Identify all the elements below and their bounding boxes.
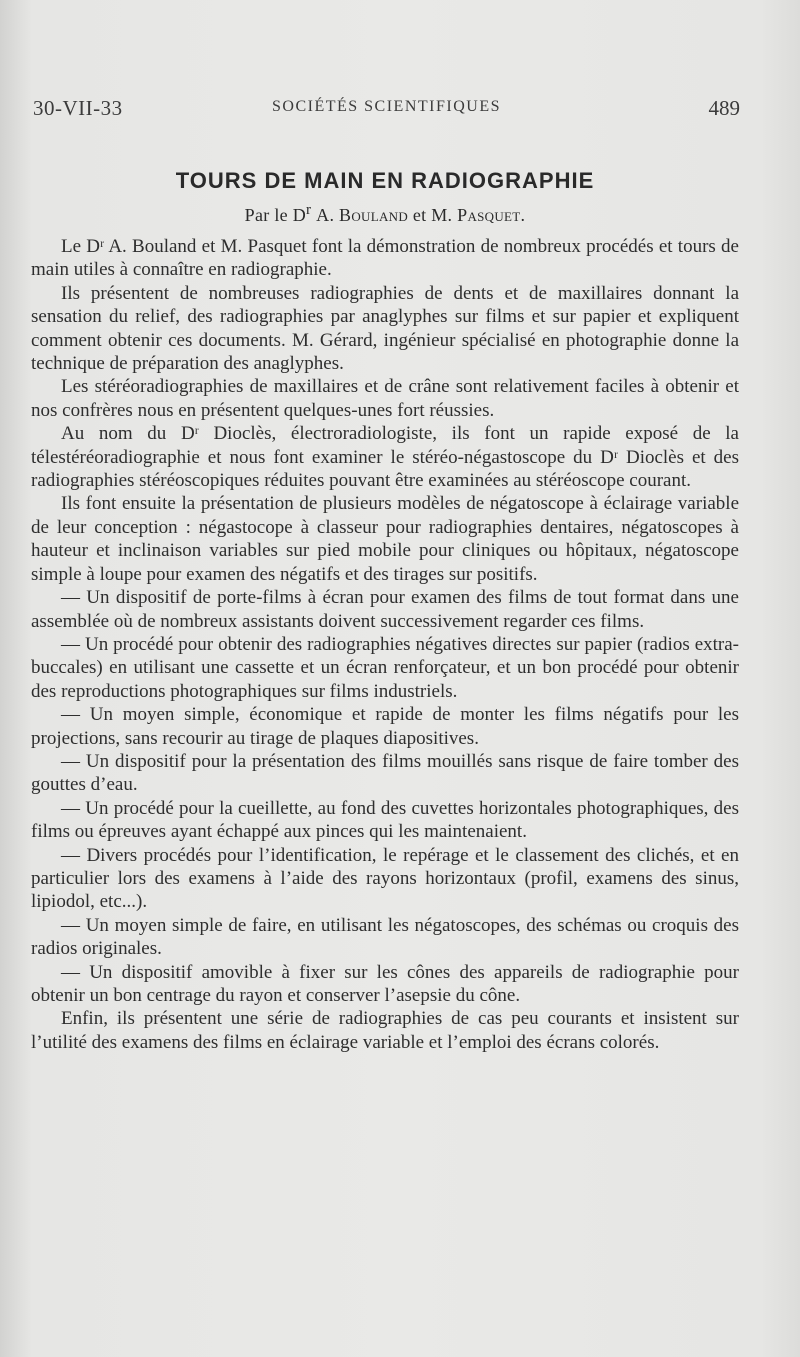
paragraph: Ils font ensuite la présentation de plusieurs modèles de négatoscope à éclairage variable de leur conception : négastocope à classeur pour radiographies dentaires, négatoscopes à hauteur et inclinaison variables sur pied mobile pour cliniques ou hôpitaux, négatoscope simple à loupe pour examen des négatifs et des tirages sur positifs.: [31, 493, 739, 585]
paragraph: Enfin, ils présentent une série de radiographies de cas peu courants et insistent sur l’utilité des examens des films en éclairage variable et l’emploi des écrans colorés.: [31, 1008, 739, 1053]
article-byline: [31, 198, 739, 227]
paragraph: — Divers procédés pour l’identification, le repérage et le classement des clichés, et en particulier lors des examens à l’aide des rayons horizontaux (profil, examens des sinus, lipiodol, etc...).: [31, 844, 739, 913]
byline-superscript: r: [306, 202, 312, 218]
paragraph: — Un dispositif de porte-films à écran pour examen des films de tout format dans une assemblée où de nombreux assistants doivent successivement regarder ces films.: [31, 587, 739, 632]
paragraph: Ils présentent de nombreuses radiographies de dents et de maxillaires donnant la sensation du relief, des radiographies par anaglyphes sur films et sur papier et expliquent comment obtenir ces documents. M. Gérard, ingénieur spécialisé en photographie donne la technique de préparation des anaglyphes.: [31, 282, 739, 375]
byline-prefix: Par le D: [244, 205, 307, 225]
paragraph: — Un dispositif amovible à fixer sur les cônes des appareils de radiographie pour obtenir un bon centrage du rayon et conserver l’asepsie du cône.: [31, 961, 739, 1006]
paragraph: — Un moyen simple, économique et rapide de monter les films négatifs pour les projections, sans recourir au tirage de plaques diapositives.: [31, 704, 739, 749]
paragraph: Les stéréoradiographies de maxillaires et de crâne sont relativement faciles à obtenir et nos confrères nous en présentent quelques-unes fort réussies.: [31, 376, 739, 421]
paragraph: — Un moyen simple de faire, en utilisant les négatoscopes, des schémas ou croquis des radios originales.: [31, 914, 739, 960]
page-number: 489: [708, 96, 740, 120]
header-date: 30-VII-33: [33, 96, 123, 120]
running-header: [33, 92, 740, 128]
article-title: TOURS DE MAIN EN RADIOGRAPHIE: [175, 168, 595, 193]
byline-author-1: A. Bouland: [316, 205, 409, 225]
byline-author-2: M. Pasquet.: [431, 205, 526, 225]
article: [31, 160, 739, 1054]
paragraph: — Un dispositif pour la présentation des films mouillés sans risque de faire tomber des gouttes d’eau.: [31, 750, 739, 796]
paragraph: — Un procédé pour obtenir des radiographies négatives directes sur papier (radios extra-buccales) en utilisant une cassette et un écran renforçateur, et un bon procédé pour obtenir des reproductions photographiques sur films industriels.: [31, 633, 739, 702]
article-body: [31, 235, 739, 1054]
paragraph: Le Dʳ A. Bouland et M. Pasquet font la démonstration de nombreux procédés et tours de main utiles à connaître en radiographie.: [31, 236, 739, 281]
header-section: SOCIÉTÉS SCIENTIFIQUES: [271, 98, 501, 115]
paragraph: Au nom du Dʳ Dioclès, électroradiologiste, ils font un rapide exposé de la télestéréoradiographie et nous font examiner le stéréo-négastoscope du Dʳ Dioclès et des radiographies stéréoscopiques réduites pouvant être examinées au stéréoscope courant.: [31, 423, 739, 492]
paragraph: — Un procédé pour la cueillette, au fond des cuvettes horizontales photographiques, des films ou épreuves ayant échappé aux pinces qui les maintenaient.: [31, 797, 739, 843]
byline-conjunction: et: [412, 205, 427, 225]
